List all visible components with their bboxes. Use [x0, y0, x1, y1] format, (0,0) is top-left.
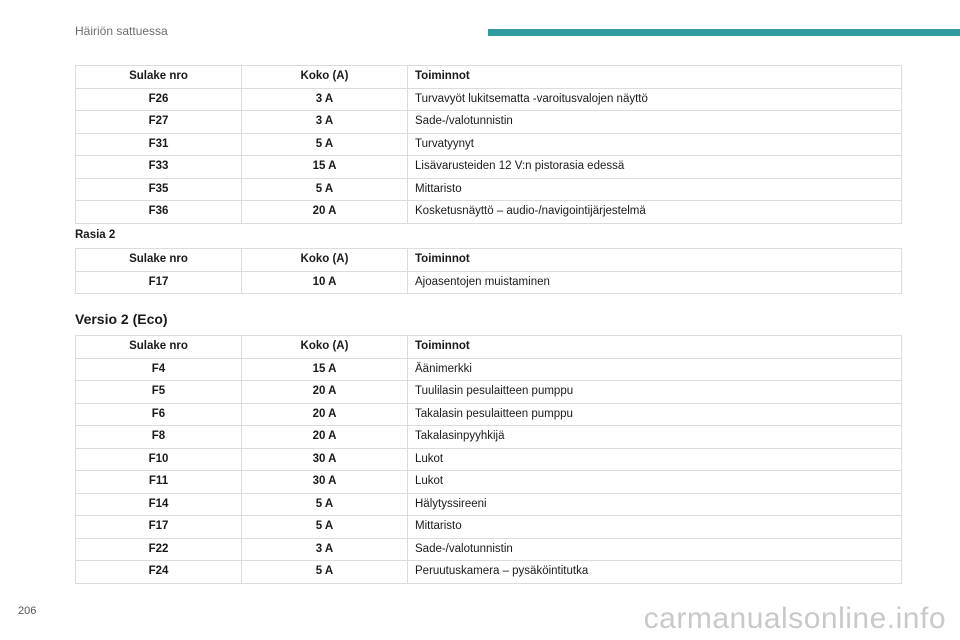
fuse-number: F5 [76, 381, 242, 404]
fuse-function: Takalasin pesulaitteen pumppu [408, 403, 902, 426]
table-row [76, 133, 902, 156]
column-header: Koko (A) [242, 66, 408, 89]
fuse-function: Ajoasentojen muistaminen [408, 271, 902, 294]
fuse-number: F27 [76, 111, 242, 134]
table-row [76, 271, 902, 294]
fuse-function: Turvavyöt lukitsematta -varoitusvalojen näyttö [408, 88, 902, 111]
fuse-function: Turvatyynyt [408, 133, 902, 156]
fuse-number: F17 [76, 271, 242, 294]
fuse-number: F31 [76, 133, 242, 156]
fuse-rating: 20 A [242, 201, 408, 224]
fuse-number: F10 [76, 448, 242, 471]
column-header: Sulake nro [76, 66, 242, 89]
table-row [76, 516, 902, 539]
fuse-function: Kosketusnäyttö – audio-/navigointijärjestelmä [408, 201, 902, 224]
section-title: Häiriön sattuessa [75, 24, 168, 38]
fuse-rating: 3 A [242, 538, 408, 561]
fuse-rating: 5 A [242, 561, 408, 584]
section-heading: Versio 2 (Eco) [75, 311, 168, 327]
table-row [76, 358, 902, 381]
table-row [76, 448, 902, 471]
fuse-number: F24 [76, 561, 242, 584]
fuse-function: Lukot [408, 471, 902, 494]
table-row [76, 178, 902, 201]
fuse-rating: 30 A [242, 448, 408, 471]
table-row [76, 403, 902, 426]
fuse-number: F36 [76, 201, 242, 224]
table-row [76, 156, 902, 179]
fuse-function: Takalasinpyyhkijä [408, 426, 902, 449]
watermark: carmanualsonline.info [643, 602, 946, 635]
fuse-number: F4 [76, 358, 242, 381]
table-row [76, 561, 902, 584]
fuse-number: F22 [76, 538, 242, 561]
page-number: 206 [18, 605, 37, 617]
fuse-rating: 5 A [242, 493, 408, 516]
fuse-table-version2 [75, 335, 902, 584]
column-header: Toiminnot [408, 66, 902, 89]
fuse-rating: 20 A [242, 426, 408, 449]
table-row [76, 471, 902, 494]
fuse-number: F11 [76, 471, 242, 494]
fuse-rating: 5 A [242, 516, 408, 539]
fuse-rating: 10 A [242, 271, 408, 294]
table-row [76, 493, 902, 516]
fuse-rating: 5 A [242, 178, 408, 201]
fuse-function: Sade-/valotunnistin [408, 111, 902, 134]
fuse-number: F6 [76, 403, 242, 426]
fuse-number: F17 [76, 516, 242, 539]
table-header-row [76, 336, 902, 359]
fuse-rating: 3 A [242, 88, 408, 111]
column-header: Sulake nro [76, 336, 242, 359]
fuse-number: F8 [76, 426, 242, 449]
fuse-rating: 5 A [242, 133, 408, 156]
table-row [76, 381, 902, 404]
fuse-rating: 20 A [242, 381, 408, 404]
fuse-function: Äänimerkki [408, 358, 902, 381]
fuse-number: F26 [76, 88, 242, 111]
fuse-rating: 30 A [242, 471, 408, 494]
fuse-function: Lisävarusteiden 12 V:n pistorasia edessä [408, 156, 902, 179]
fuse-function: Sade-/valotunnistin [408, 538, 902, 561]
column-header: Koko (A) [242, 336, 408, 359]
fuse-number: F33 [76, 156, 242, 179]
table-row [76, 201, 902, 224]
table-row [76, 426, 902, 449]
fuse-number: F14 [76, 493, 242, 516]
column-header: Toiminnot [408, 249, 902, 272]
column-header: Koko (A) [242, 249, 408, 272]
column-header: Sulake nro [76, 249, 242, 272]
fuse-function: Mittaristo [408, 516, 902, 539]
table-row [76, 88, 902, 111]
table-header-row [76, 66, 902, 89]
table-row [76, 111, 902, 134]
fuse-function: Mittaristo [408, 178, 902, 201]
fuse-table-box2 [75, 248, 902, 294]
fuse-function: Tuulilasin pesulaitteen pumppu [408, 381, 902, 404]
fuse-rating: 3 A [242, 111, 408, 134]
column-header: Toiminnot [408, 336, 902, 359]
fuse-function: Peruutuskamera – pysäköintitutka [408, 561, 902, 584]
fuse-number: F35 [76, 178, 242, 201]
fuse-rating: 15 A [242, 358, 408, 381]
fuse-function: Lukot [408, 448, 902, 471]
header-accent-bar [488, 29, 960, 36]
table-row [76, 538, 902, 561]
fuse-function: Hälytyssireeni [408, 493, 902, 516]
fuse-table-box1 [75, 65, 902, 224]
box-label: Rasia 2 [75, 229, 116, 241]
fuse-rating: 15 A [242, 156, 408, 179]
fuse-rating: 20 A [242, 403, 408, 426]
table-header-row [76, 249, 902, 272]
